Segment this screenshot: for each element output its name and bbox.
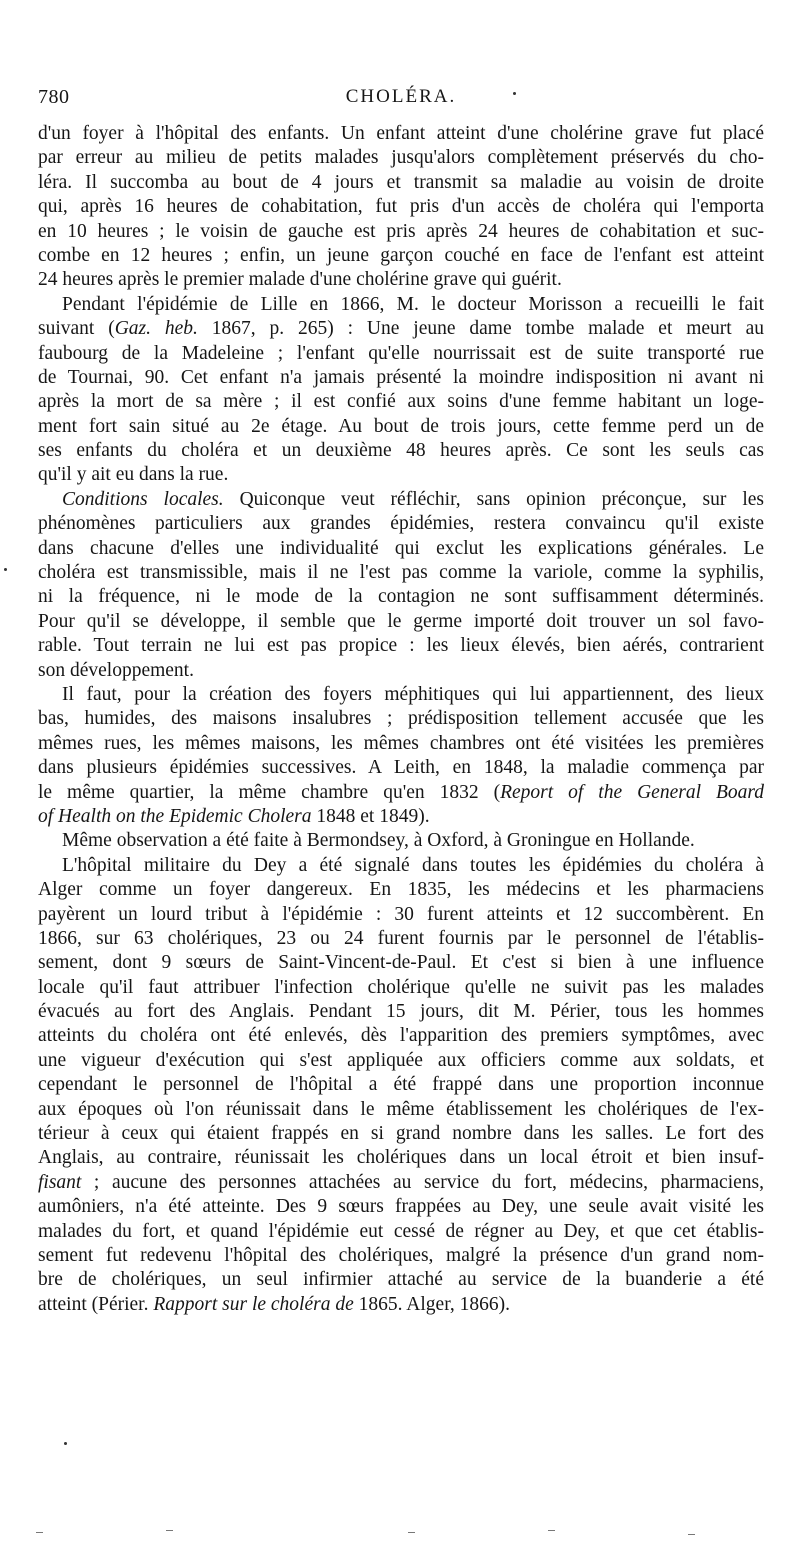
text-line	[38, 1293, 764, 1317]
text-span: choléra est transmissible, mais il ne l'est pas comme la variole, comme la syphilis,	[38, 562, 764, 584]
text-line	[38, 659, 764, 683]
text-span: 1866, sur 63 cholériques, 23 ou 24 furent fournis par le personnel de l'établis-	[38, 927, 764, 949]
text-line	[38, 171, 764, 195]
text-span: Quiconque veut réfléchir, sans opinion préconçue, sur les	[223, 488, 764, 510]
text-line	[38, 1073, 764, 1097]
text-span: L'hôpital militaire du Dey a été signalé dans toutes les épidémies du choléra à	[62, 854, 764, 876]
text-line	[38, 683, 764, 707]
text-line	[38, 1195, 764, 1219]
running-head	[38, 86, 764, 122]
scan-speck	[36, 1532, 43, 1533]
text-line	[38, 268, 764, 292]
text-span: mêmes rues, les mêmes maisons, les mêmes chambres ont été visitées les premières	[38, 732, 764, 754]
text-span: malades du fort, et quand l'épidémie eut cessé de régner au Dey, et que cet établis-	[38, 1220, 764, 1242]
text-span: Pour qu'il se développe, il semble que le germe importé doit trouver un sol favo-	[38, 610, 764, 632]
scan-speck	[513, 92, 516, 95]
text-span: 1867, p. 265) : Une jeune dame tombe malade et meurt au	[197, 318, 765, 340]
text-line	[38, 951, 764, 975]
text-line	[38, 927, 764, 951]
text-line	[38, 1244, 764, 1268]
text-span: dans plusieurs épidémies successives. A Leith, en 1848, la maladie commença par	[38, 757, 764, 779]
text-span: Anglais, au contraire, réunissait les cholériques dans un local étroit et bien insuf-	[38, 1147, 764, 1169]
text-line	[38, 805, 764, 829]
scan-speck	[408, 1532, 415, 1533]
text-span: atteints du choléra ont été enlevés, dès l'apparition des premiers symptômes, avec	[38, 1025, 764, 1047]
text-line	[38, 439, 764, 463]
text-span: Pendant l'épidémie de Lille en 1866, M. le docteur Morisson a recueilli le fait	[62, 293, 764, 315]
text-span: sement fut redevenu l'hôpital des cholériques, malgré la présence d'un grand nom-	[38, 1244, 764, 1266]
text-span: 24 heures après le premier malade d'une cholérine grave qui guérit.	[38, 269, 562, 291]
text-line	[38, 512, 764, 536]
scan-speck	[166, 1530, 173, 1531]
text-line	[38, 1098, 764, 1122]
text-line	[38, 781, 764, 805]
text-line	[38, 293, 764, 317]
italic-text: Report of the General Board	[500, 781, 764, 803]
text-line	[38, 463, 764, 487]
text-span: 1848 et 1849).	[311, 805, 430, 827]
text-span: ses enfants du choléra et un deuxième 48 heures après. Ce sont les seuls cas	[38, 440, 764, 462]
text-span: rable. Tout terrain ne lui est pas propice : les lieux élevés, bien aérés, contrarient	[38, 635, 764, 657]
text-span: térieur à ceux qui étaient frappés en si grand nombre dans les salles. Le fort des	[38, 1123, 764, 1145]
text-span: sement, dont 9 sœurs de Saint-Vincent-de-Paul. Et c'est si bien à une influence	[38, 952, 764, 974]
text-line	[38, 220, 764, 244]
text-span: bas, humides, des maisons insalubres ; prédisposition tellement accusée que les	[38, 708, 764, 730]
text-line	[38, 1268, 764, 1292]
text-line	[38, 585, 764, 609]
italic-text: Rapport sur le choléra de	[153, 1293, 354, 1315]
text-span: par erreur au milieu de petits malades jusqu'alors complètement préservés du cho-	[38, 147, 764, 169]
text-line	[38, 1122, 764, 1146]
text-span: dans chacune d'elles une individualité qui exclut les explications générales. Le	[38, 537, 764, 559]
text-line	[38, 854, 764, 878]
text-line	[38, 756, 764, 780]
text-line	[38, 634, 764, 658]
text-span: combe en 12 heures ; enfin, un jeune garçon couché en face de l'enfant est atteint	[38, 244, 764, 266]
text-span: léra. Il succomba au bout de 4 jours et transmit sa maladie au voisin de droite	[38, 171, 764, 193]
text-span: qui, après 16 heures de cohabitation, fut pris d'un accès de choléra qui l'emporta	[38, 196, 764, 218]
text-line	[38, 878, 764, 902]
text-line	[38, 1049, 764, 1073]
text-span: cependant le personnel de l'hôpital a été frappé dans une proportion inconnue	[38, 1074, 764, 1096]
text-span: d'un foyer à l'hôpital des enfants. Un enfant atteint d'une cholérine grave fut placé	[38, 123, 764, 144]
text-span: ni la fréquence, ni le mode de la contagion ne sont suffisamment déterminés.	[38, 586, 764, 608]
scan-speck	[548, 1530, 555, 1531]
text-span: Alger comme un foyer dangereux. En 1835, les médecins et les pharmaciens	[38, 879, 764, 901]
text-line	[38, 1146, 764, 1170]
text-line	[38, 1171, 764, 1195]
text-span: évacués au fort des Anglais. Pendant 15 jours, dit M. Périer, tous les hommes	[38, 1001, 764, 1023]
text-span: le même quartier, la même chambre qu'en 1832 (	[38, 781, 501, 803]
text-line	[38, 244, 764, 268]
text-line	[38, 976, 764, 1000]
text-span: suivant (	[38, 318, 115, 340]
text-line	[38, 488, 764, 512]
scan-speck	[4, 568, 7, 571]
text-line	[38, 1220, 764, 1244]
text-line	[38, 415, 764, 439]
text-line	[38, 732, 764, 756]
text-line	[38, 366, 764, 390]
text-line	[38, 537, 764, 561]
italic-text: of Health on the Epidemic Cholera	[38, 805, 312, 827]
italic-text: fisant	[38, 1171, 82, 1193]
text-span: son développement.	[38, 659, 194, 681]
text-span: atteint (Périer.	[38, 1293, 154, 1315]
text-line	[38, 146, 764, 170]
text-line	[38, 317, 764, 341]
text-line	[38, 1024, 764, 1048]
text-span: Il faut, pour la création des foyers méphitiques qui lui appartiennent, des lieux	[62, 683, 764, 705]
body-text	[38, 122, 764, 1317]
text-span: faubourg de la Madeleine ; l'enfant qu'elle nourrissait est de suite transporté rue	[38, 342, 764, 364]
text-line	[38, 342, 764, 366]
text-line	[38, 903, 764, 927]
text-span: qu'il y ait eu dans la rue.	[38, 464, 229, 486]
text-line	[38, 561, 764, 585]
text-line	[38, 610, 764, 634]
text-span: en 10 heures ; le voisin de gauche est pris après 24 heures de cohabitation et suc-	[38, 220, 764, 242]
text-span: 1865. Alger, 1866).	[353, 1293, 511, 1315]
text-span: Même observation a été faite à Bermondsey, à Oxford, à Groningue en Hollande.	[62, 830, 695, 852]
text-line	[38, 390, 764, 414]
italic-text: Gaz. heb.	[114, 318, 198, 340]
scan-speck	[64, 1442, 67, 1445]
text-span: bre de cholériques, un seul infirmier attaché au service de la buanderie a été	[38, 1269, 764, 1291]
text-span: de Tournai, 90. Cet enfant n'a jamais présenté la moindre indisposition ni avant ni	[38, 366, 764, 388]
text-span: une vigueur d'exécution qui s'est appliquée aux officiers comme aux soldats, et	[38, 1049, 764, 1071]
text-span: aumôniers, n'a été atteinte. Des 9 sœurs frappées au Dey, une seule avait visité les	[38, 1196, 764, 1218]
text-line	[38, 122, 764, 146]
italic-text: Conditions locales.	[62, 488, 224, 510]
text-line	[38, 1000, 764, 1024]
page-number: 780	[38, 86, 70, 108]
text-span: ment fort sain situé au 2e étage. Au bout de trois jours, cette femme perd un de	[38, 415, 764, 437]
text-span: aux époques où l'on réunissait dans le même établissement les cholériques de l'ex-	[38, 1098, 764, 1120]
text-span: après la mort de sa mère ; il est confié aux soins d'une femme habitant un loge-	[38, 391, 764, 413]
scan-speck	[688, 1534, 695, 1535]
text-line	[38, 829, 764, 853]
text-line	[38, 195, 764, 219]
document-page	[38, 86, 764, 1317]
text-span: locale qu'il faut attribuer l'infection cholérique qu'elle ne suivit pas les malades	[38, 976, 764, 998]
text-span: payèrent un lourd tribut à l'épidémie : 30 furent atteints et 12 succombèrent. En	[38, 903, 764, 925]
text-span: ; aucune des personnes attachées au service du fort, médecins, pharmaciens,	[81, 1171, 764, 1193]
text-span: phénomènes particuliers aux grandes épidémies, restera convaincu qu'il existe	[38, 513, 764, 535]
text-line	[38, 707, 764, 731]
running-title: CHOLÉRA.	[345, 86, 457, 107]
